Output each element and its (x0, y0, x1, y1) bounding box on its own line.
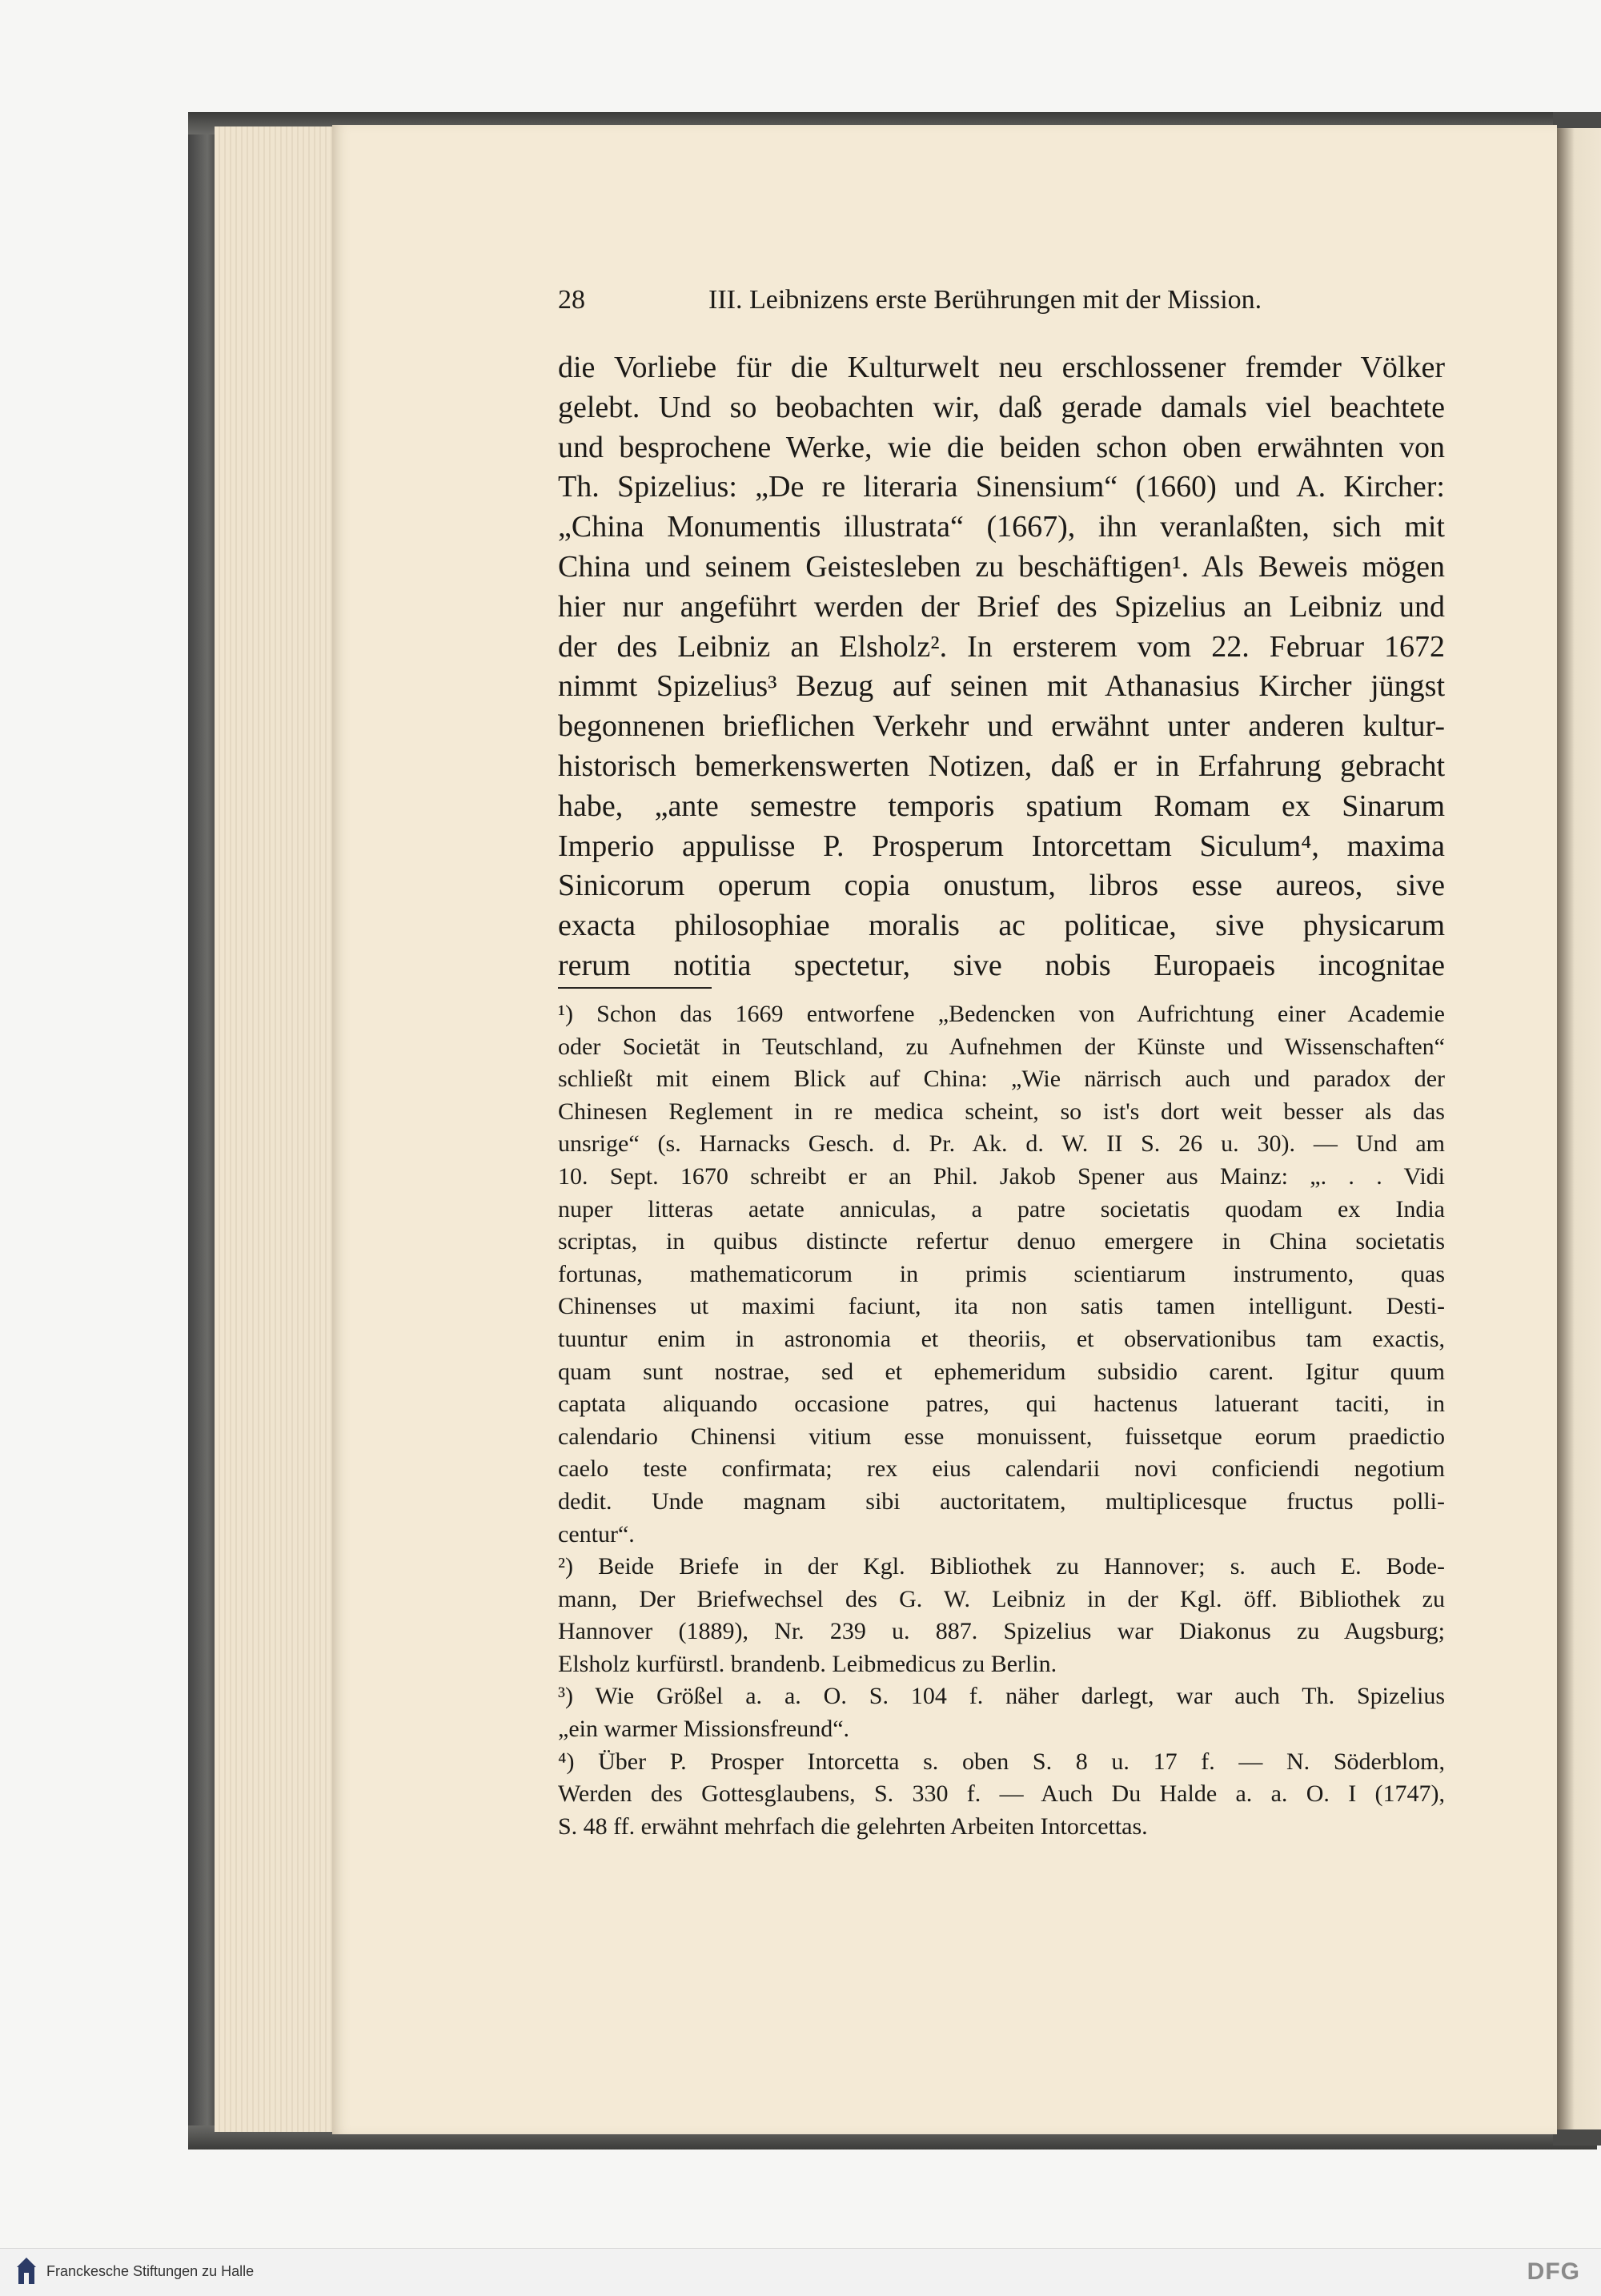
footnote-line: caelo teste confirmata; rex eius calendarii novi conficiendi negotium (558, 1455, 1445, 1483)
body-line: „China Monumentis illustrata“ (1667), ihn veranlaßten, sich mit (558, 510, 1445, 544)
body-line: rerum notitia spectetur, sive nobis Europaeis incognitae (558, 948, 1445, 982)
footnote-line: Werden des Gottesglaubens, S. 330 f. — Auch Du Halde a. a. O. I (1747), (558, 1780, 1445, 1808)
footnote-line: ²) Beide Briefe in der Kgl. Bibliothek zu Hannover; s. auch E. Bode- (558, 1553, 1445, 1580)
footnote-line: oder Societät in Teutschland, zu Aufnehmen der Künste und Wissenschaften“ (558, 1033, 1445, 1060)
page-edges (215, 126, 335, 2132)
footnote-line: tuuntur enim in astronomia et theoriis, et observationibus tam exactis, (558, 1325, 1445, 1352)
footnote-line: nuper litteras aetate anniculas, a patre societatis quodam ex India (558, 1195, 1445, 1222)
body-line: gelebt. Und so beobachten wir, daß gerade damals viel beachtete (558, 390, 1445, 424)
body-line: und besprochene Werke, wie die beiden schon oben erwähnten von (558, 430, 1445, 464)
footnote-line: Chinenses ut maximi faciunt, ita non satis tamen intelligunt. Desti- (558, 1293, 1445, 1320)
facing-page-edge (1557, 128, 1601, 2129)
chapter-title: III. Leibnizens erste Berührungen mit der Mission. (708, 285, 1262, 315)
body-line: historisch bemerkenswerten Notizen, daß er in Erfahrung gebracht (558, 749, 1445, 783)
footnote-line: „ein warmer Missionsfreund“. (558, 1716, 850, 1743)
footnote-line: S. 48 ff. erwähnt mehrfach die gelehrten Arbeiten Intorcettas. (558, 1812, 1148, 1840)
page-number: 28 (558, 285, 585, 315)
footnote-line: mann, Der Briefwechsel des G. W. Leibniz in der Kgl. öff. Bibliothek zu (558, 1585, 1445, 1612)
footnote-line: fortunas, mathematicorum in primis scientiarum instrumento, quas (558, 1260, 1445, 1287)
body-line: hier nur angeführt werden der Brief des Spizelius an Leibniz und (558, 589, 1445, 624)
footnote-line: unsrige“ (s. Harnacks Gesch. d. Pr. Ak. d. W. II S. 26 u. 30). — Und am (558, 1130, 1445, 1158)
footnote-line: ¹) Schon das 1669 entworfene „Bedencken von Aufrichtung einer Academie (558, 1001, 1445, 1027)
footnote-line: quam sunt nostrae, sed et ephemeridum subsidio carent. Igitur quum (558, 1358, 1445, 1385)
institution-crest-icon (14, 2255, 38, 2287)
body-line: Sinicorum operum copia onustum, libros esse aureos, sive (558, 869, 1445, 903)
body-line: China und seinem Geistesleben zu beschäftigen¹. Als Beweis mögen (558, 549, 1445, 584)
dfg-logo: DFG (1527, 2258, 1580, 2285)
footnote-separator (558, 987, 712, 989)
body-line: der des Leibniz an Elsholz². In ersterem vom 22. Februar 1672 (558, 629, 1445, 664)
body-line: habe, „ante semestre temporis spatium Romam ex Sinarum (558, 789, 1445, 823)
footnote-line: schließt mit einem Blick auf China: „Wie närrisch auch und paradox der (558, 1066, 1445, 1093)
institution-name: Franckesche Stiftungen zu Halle (46, 2263, 255, 2279)
body-text (558, 348, 1445, 986)
running-head (558, 285, 1463, 325)
body-line: Imperio appulisse P. Prosperum Intorcettam Siculum⁴, maxima (558, 829, 1445, 863)
footnote-line: ³) Wie Größel a. a. O. S. 104 f. näher darlegt, war auch Th. Spizelius (558, 1683, 1445, 1710)
body-line: die Vorliebe für die Kulturwelt neu erschlossener fremder Völker (558, 351, 1445, 384)
viewer-footer (0, 2248, 1601, 2296)
footnote-line: Hannover (1889), Nr. 239 u. 887. Spizelius war Diakonus zu Augsburg; (558, 1618, 1445, 1645)
body-line: nimmt Spizelius³ Bezug auf seinen mit Athanasius Kircher jüngst (558, 669, 1445, 704)
footnote-line: ⁴) Über P. Prosper Intorcetta s. oben S. 8 u. 17 f. — N. Söderblom, (558, 1748, 1445, 1775)
footnote-line: Chinesen Reglement in re medica scheint, so ist's dort weit besser als das (558, 1098, 1445, 1125)
footnotes (558, 998, 1445, 1843)
footnote-line: 10. Sept. 1670 schreibt er an Phil. Jakob Spener aus Mainz: „. . . Vidi (558, 1162, 1445, 1190)
body-line: begonnenen brieflichen Verkehr und erwähnt unter anderen kultur- (558, 709, 1445, 744)
footnote-line: captata aliquando occasione patres, qui hactenus latuerant taciti, in (558, 1391, 1445, 1418)
footnote-line: scriptas, in quibus distincte refertur denuo emergere in China societatis (558, 1228, 1445, 1255)
footnote-line: dedit. Unde magnam sibi auctoritatem, multiplicesque fructus polli- (558, 1487, 1445, 1515)
body-line: Th. Spizelius: „De re literaria Sinensium“ (1660) und A. Kircher: (558, 470, 1445, 504)
body-line: exacta philosophiae moralis ac politicae, sive physicarum (558, 909, 1445, 943)
footnote-line: centur“. (558, 1520, 635, 1547)
footnote-line: Elsholz kurfürstl. brandenb. Leibmedicus zu Berlin. (558, 1650, 1057, 1677)
footnote-line: calendario Chinensi vitium esse monuissent, fuissetque eorum praedictio (558, 1423, 1445, 1450)
